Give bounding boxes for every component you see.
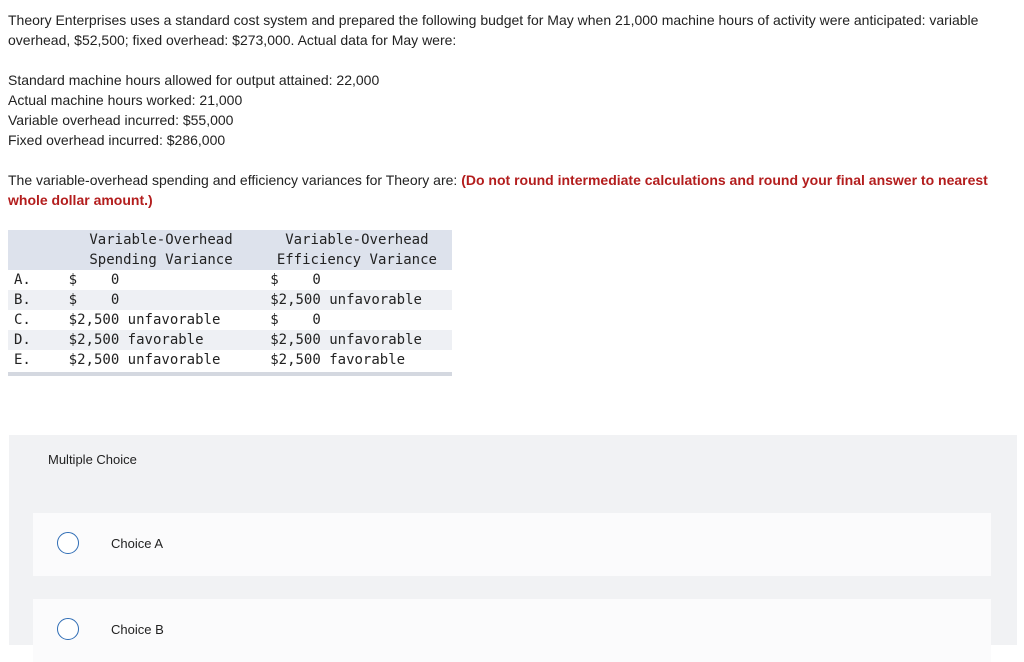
- multiple-choice-panel: [9, 435, 1017, 645]
- table-row: [8, 330, 452, 350]
- table-row: [8, 350, 452, 374]
- efficiency-cell: $ 0: [261, 312, 321, 328]
- row-letter: C.: [14, 312, 31, 328]
- fact-actual-hours: Actual machine hours worked: 21,000: [8, 92, 243, 108]
- header-spending-variance: Variable-Overhead Spending Variance: [60, 230, 262, 270]
- choice-a-label: Choice A: [111, 536, 164, 551]
- spending-cell: $2,500 unfavorable: [60, 350, 262, 374]
- choice-b-option[interactable]: [33, 599, 991, 662]
- table-row: [8, 270, 452, 290]
- answer-options-table: [8, 230, 452, 376]
- row-letter: D.: [8, 330, 60, 350]
- spending-cell: $2,500 favorable: [60, 330, 262, 350]
- question-prompt: [8, 170, 998, 210]
- fact-standard-hours: Standard machine hours allowed for output attained: 22,000: [8, 72, 380, 88]
- spending-cell: $2,500 unfavorable: [60, 312, 221, 328]
- table-row: [8, 310, 452, 330]
- multiple-choice-heading: Multiple Choice: [48, 452, 137, 467]
- efficiency-cell: $2,500 unfavorable: [262, 330, 452, 350]
- table-row: [8, 290, 452, 310]
- fact-fixed-overhead: Fixed overhead incurred: $286,000: [8, 132, 226, 148]
- efficiency-cell: $2,500 favorable: [262, 350, 452, 374]
- rounding-instruction: (Do not round intermediate calculations and round your final answer to nearest whole dollar amount.): [8, 172, 988, 208]
- spending-cell: $ 0: [60, 290, 262, 310]
- radio-button-icon[interactable]: [57, 532, 79, 554]
- row-letter: B.: [8, 290, 60, 310]
- question-intro: Theory Enterprises uses a standard cost system and prepared the following budget for May when 21,000 machine hours of activity were anticipated: variable overhead, $52,500; fixed overhead: $273,000. Actual data for May were:: [8, 12, 979, 48]
- fact-variable-overhead: Variable overhead incurred: $55,000: [8, 112, 234, 128]
- spending-cell: $ 0: [60, 272, 120, 288]
- row-letter: A.: [14, 272, 31, 288]
- actual-data-list: [8, 70, 379, 150]
- header-efficiency-variance: Variable-Overhead Efficiency Variance: [262, 230, 452, 270]
- header-letter: [8, 230, 60, 270]
- row-letter: E.: [8, 350, 60, 374]
- choice-a-option[interactable]: [33, 513, 991, 576]
- efficiency-cell: $2,500 unfavorable: [262, 290, 452, 310]
- choice-b-label: Choice B: [111, 622, 164, 637]
- efficiency-cell: $ 0: [261, 272, 321, 288]
- table-header-row: [8, 230, 452, 270]
- question-text: The variable-overhead spending and efficiency variances for Theory are:: [8, 172, 458, 188]
